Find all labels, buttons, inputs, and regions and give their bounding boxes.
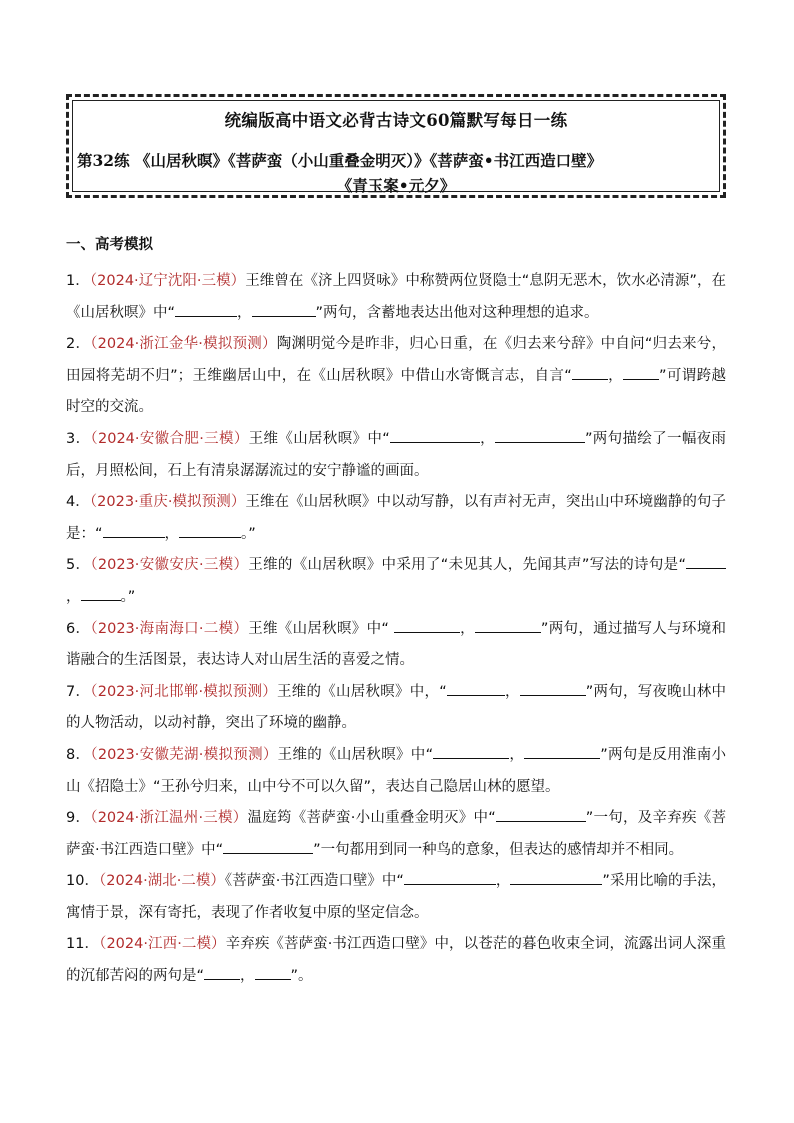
question-number: 10．	[66, 873, 99, 890]
lesson-subtitle-line1: 第32练 《山居秋暝》《菩萨蛮（小山重叠金明灭）》《菩萨蛮•书江西造口壁》	[77, 151, 603, 170]
question-source: （2023·重庆·模拟预测）	[89, 494, 246, 511]
question-number: 7．	[66, 683, 91, 700]
question-text: ”一句都用到同一种鸟的意象，但表达的感情却并不相同。	[313, 841, 684, 858]
question-text: ”。	[290, 968, 313, 985]
question-text: 。”	[120, 588, 136, 605]
question-text: 王维在《山居秋暝》中以动写静，以有声衬无声，突出山中环境幽静的句子是：“	[66, 494, 726, 542]
question-number: 9．	[66, 810, 91, 827]
question-text: ，	[509, 746, 525, 763]
question-text: ”两句是反用淮南小山《招隐士》“王孙兮归来，山中兮不可以久留”，表达自己隐居山林的愿望。	[66, 746, 727, 795]
question-text: ，	[66, 588, 81, 605]
document-title: 统编版高中语文必背古诗文60篇默写每日一练	[224, 111, 568, 130]
answer-blank[interactable]	[524, 744, 600, 759]
question-item	[66, 803, 726, 866]
answer-blank[interactable]	[495, 428, 585, 443]
question-number: 4．	[66, 494, 90, 511]
question-text: ”采用比喻的手法，寓情于景，深有寄托，表现了作者收复中原的坚定信念。	[66, 873, 727, 921]
question-text: ”两句，含蓄地表达出他对这种理想的追求。	[315, 304, 599, 321]
question-source: （2024·安徽合肥·三模）	[90, 430, 249, 447]
question-text: ”两句，通过描写人与环境和谐融合的生活图景，表达诗人对山居生活的喜爱之情。	[66, 620, 727, 669]
question-source: （2024·浙江温州·三模）	[90, 810, 248, 827]
question-item	[66, 677, 726, 740]
question-item	[66, 329, 726, 424]
question-item	[66, 929, 726, 992]
question-text: ，	[164, 525, 180, 542]
question-number: 11．	[66, 936, 100, 953]
answer-blank[interactable]	[175, 302, 237, 317]
answer-blank[interactable]	[447, 681, 505, 696]
question-text: 王维曾在《济上四贤咏》中称赞两位贤隐士“息阴无恶木，饮水必清源”，在《山居秋暝》中“	[66, 273, 727, 321]
answer-blank[interactable]	[223, 839, 313, 854]
answer-blank[interactable]	[623, 365, 659, 380]
title-box	[66, 94, 726, 198]
question-item	[66, 614, 726, 677]
question-text: ，	[459, 620, 475, 637]
answer-blank[interactable]	[179, 523, 241, 538]
answer-blank[interactable]	[433, 744, 509, 759]
answer-blank[interactable]	[255, 965, 291, 980]
question-item	[66, 266, 726, 329]
question-source: （2024·浙江金华·模拟预测）	[90, 336, 277, 353]
question-text: 《菩萨蛮·书江西造口壁》中“	[224, 873, 404, 890]
answer-blank[interactable]	[394, 618, 460, 633]
question-item	[66, 550, 726, 613]
answer-blank[interactable]	[390, 428, 480, 443]
section-heading: 一、高考模拟	[66, 237, 153, 253]
question-item	[66, 740, 726, 803]
answer-blank[interactable]	[81, 586, 121, 601]
question-source: （2024·辽宁沈阳·三模）	[89, 273, 246, 289]
question-text: ，	[504, 683, 520, 700]
question-text: ，	[607, 367, 624, 384]
question-number: 6．	[66, 620, 91, 637]
question-text: ”可谓跨越时空的交流。	[66, 367, 727, 416]
question-text: 王维的《山居秋暝》中，“	[277, 683, 447, 700]
question-text: 温庭筠《菩萨蛮·小山重叠金明灭》中“	[247, 810, 496, 827]
question-text: 王维的《山居秋暝》中“	[277, 746, 434, 763]
question-item	[66, 487, 726, 550]
question-text: 陶渊明觉今是昨非，归心日重，在《归去来兮辞》中自问“归去来兮，田园将芜胡不归”；王维幽居山中，在《山居秋暝》中借山水寄慨言志，自言“	[66, 336, 726, 384]
question-text: 辛弃疾《菩萨蛮·书江西造口壁》中，以苍茫的暮色收束全词，流露出词人深重的沉郁苦闷的两句是“	[66, 936, 727, 985]
question-text: ，	[237, 304, 252, 321]
question-number: 5．	[66, 557, 91, 574]
question-number: 3．	[66, 430, 91, 447]
question-number: 8．	[66, 746, 91, 763]
answer-blank[interactable]	[686, 554, 726, 569]
answer-blank[interactable]	[572, 365, 608, 380]
answer-blank[interactable]	[510, 870, 602, 885]
question-text: ，	[495, 873, 511, 890]
question-source: （2023·海南海口·二模）	[90, 620, 249, 637]
question-text: 。”	[241, 525, 256, 542]
question-number: 2．	[66, 336, 91, 353]
answer-blank[interactable]	[520, 681, 586, 696]
question-text: ”两句，写夜晚山林中的人物活动，以动衬静，突出了环境的幽静。	[66, 683, 726, 732]
question-item	[66, 866, 726, 929]
answer-blank[interactable]	[204, 965, 240, 980]
question-source: （2024·江西·二模）	[99, 936, 226, 953]
question-source: （2023·安徽芜湖·模拟预测）	[90, 746, 278, 763]
lesson-subtitle-line2: 《青玉案•元夕》	[336, 176, 456, 195]
question-text: 王维《山居秋暝》中“	[248, 620, 394, 637]
question-number: 1．	[66, 273, 90, 289]
answer-blank[interactable]	[404, 870, 496, 885]
answer-blank[interactable]	[252, 302, 316, 317]
question-item	[66, 424, 726, 487]
question-text: ，	[240, 968, 255, 985]
answer-blank[interactable]	[103, 523, 165, 538]
question-text: ，	[479, 430, 495, 447]
question-text: 王维的《山居秋暝》中采用了“未见其人，先闻其声”写法的诗句是“	[248, 557, 686, 574]
question-text: ”两句描绘了一幅夜雨后，月照松间，石上有清泉潺潺流过的安宁静谧的画面。	[66, 430, 727, 479]
question-source: （2023·安徽安庆·三模）	[90, 557, 249, 574]
question-source: （2023·河北邯郸·模拟预测）	[90, 683, 278, 700]
question-text: ”一句，及辛弃疾《菩萨蛮·书江西造口壁》中“	[66, 810, 726, 858]
question-list	[66, 266, 726, 993]
answer-blank[interactable]	[475, 618, 541, 633]
question-source: （2024·湖北·二模）	[98, 873, 225, 890]
question-text: 王维《山居秋暝》中“	[248, 430, 390, 447]
answer-blank[interactable]	[496, 807, 586, 822]
